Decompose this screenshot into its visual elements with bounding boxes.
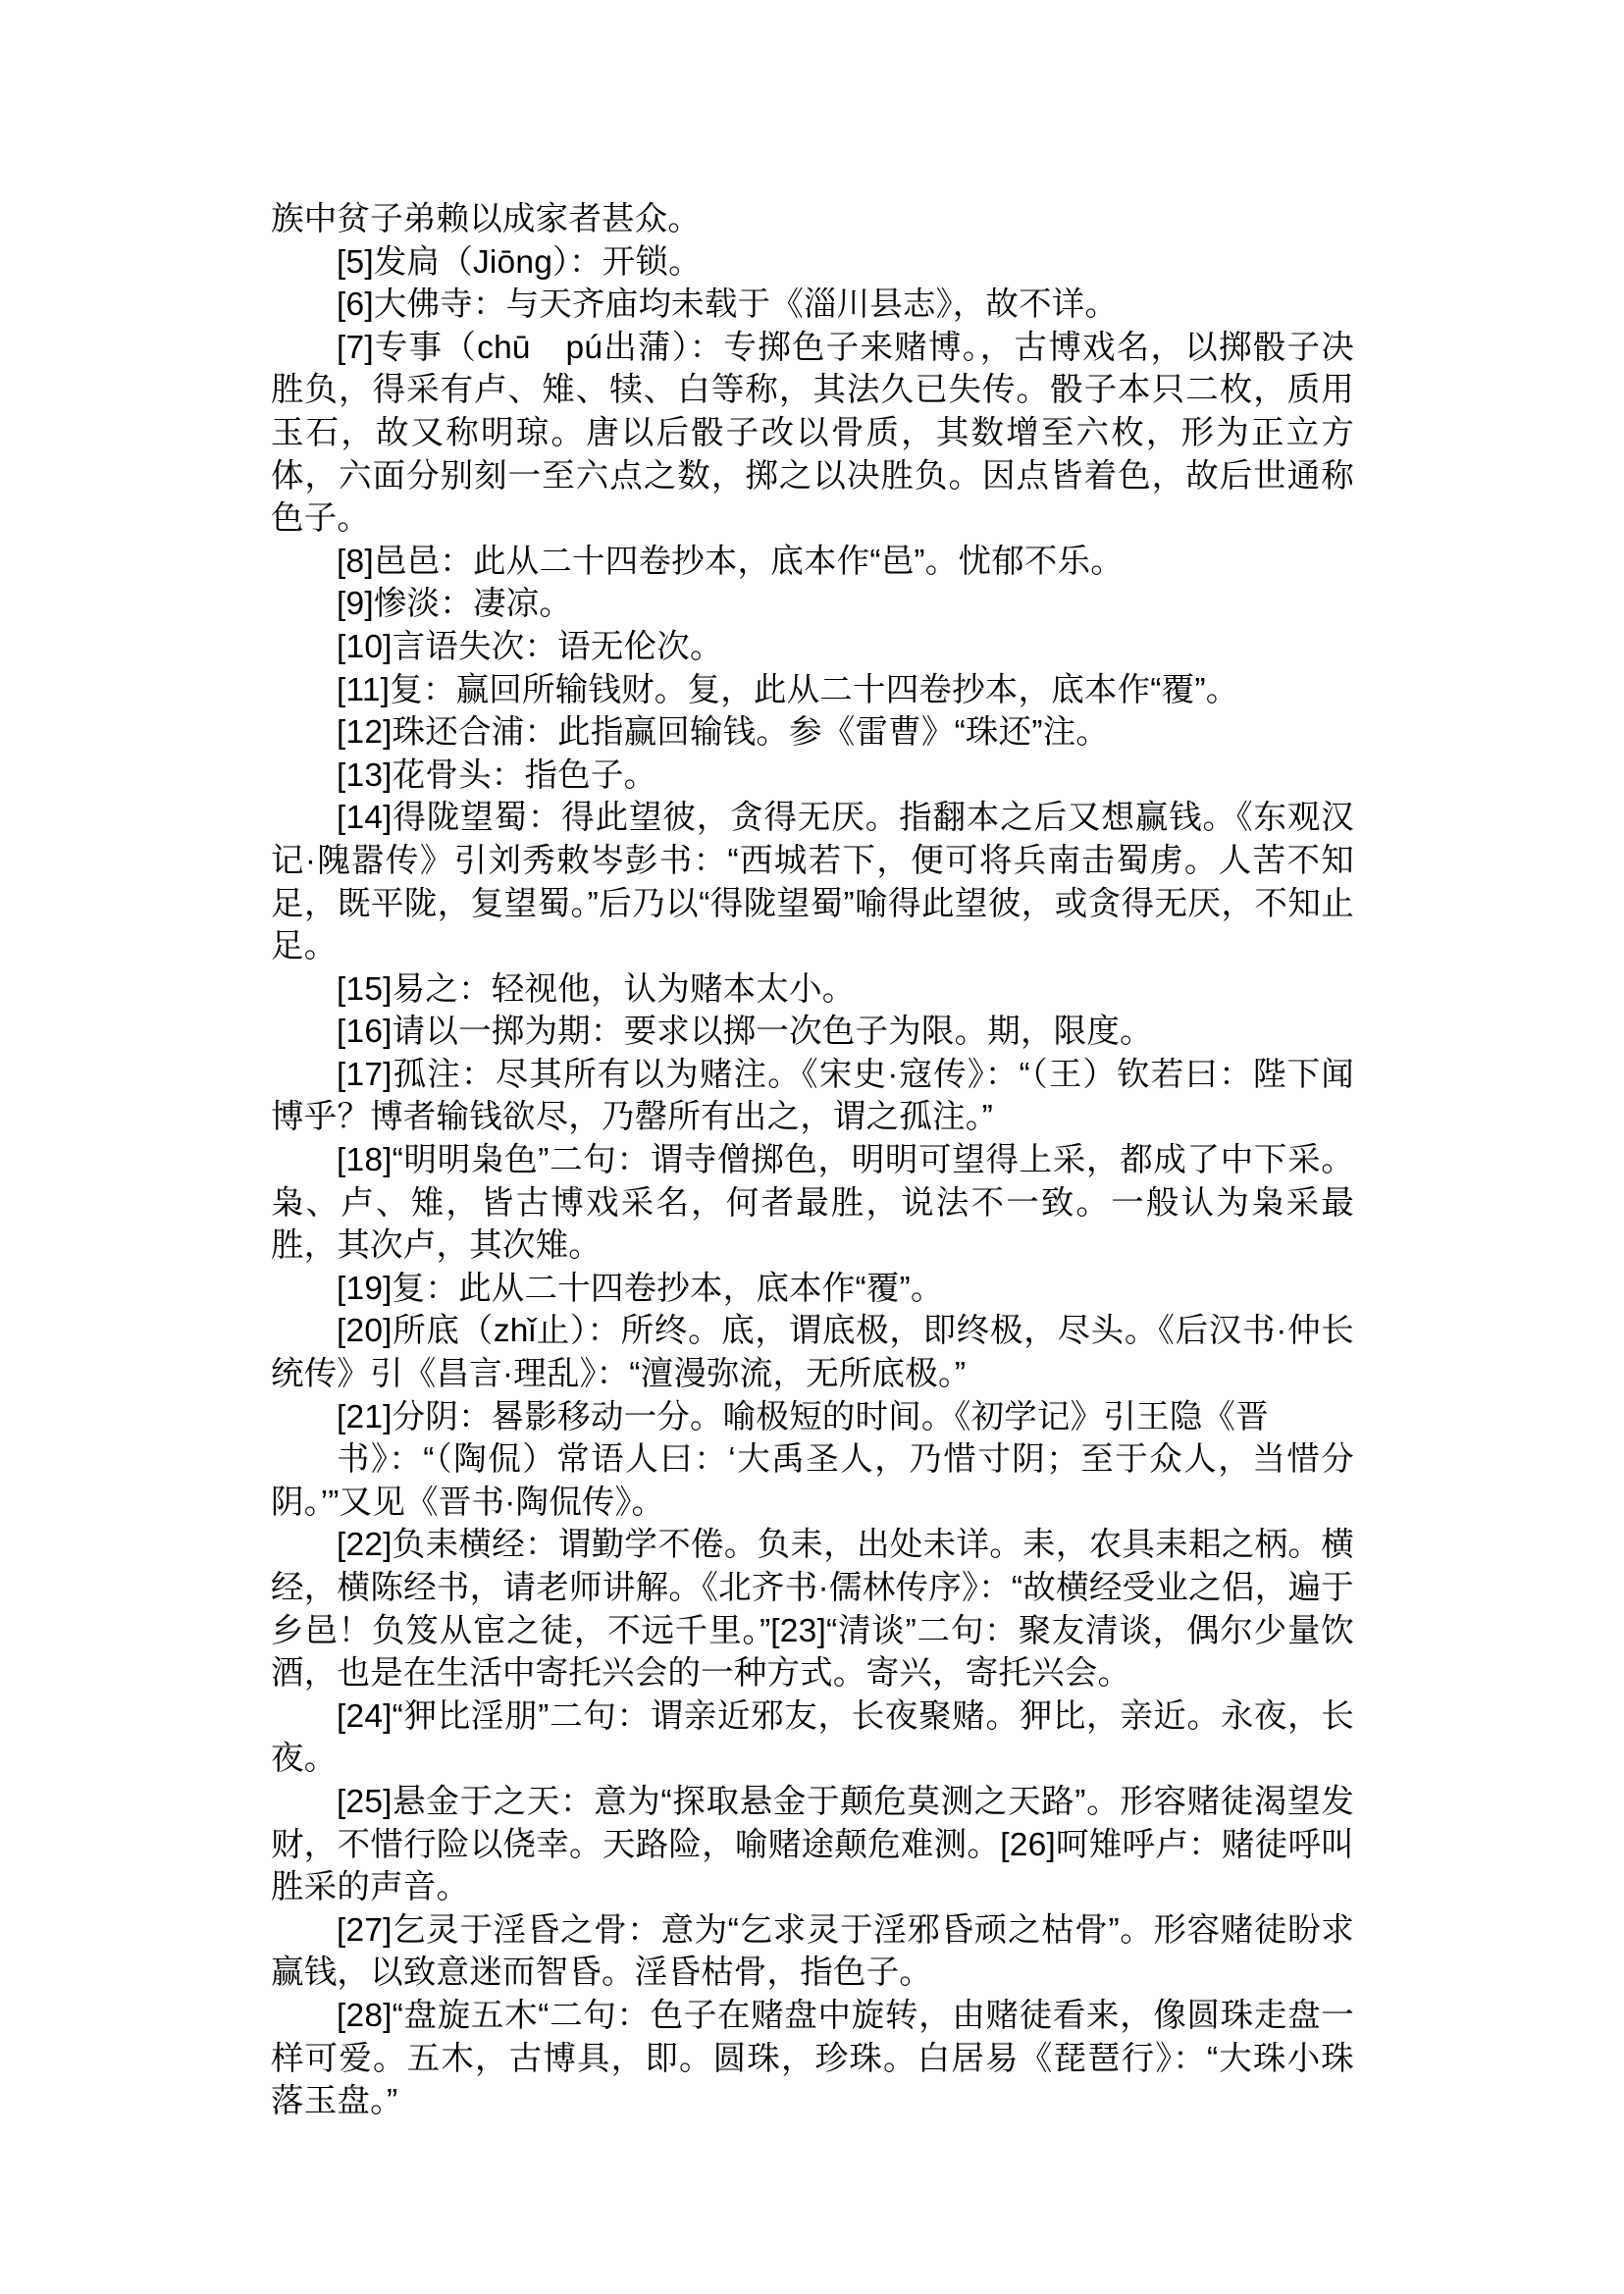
note-paragraph-note-8: [8]邑邑：此从二十四卷抄本，底本作“邑”。忧郁不乐。 bbox=[337, 543, 1124, 580]
note-paragraph-note-11: [11]复：赢回所输钱财。复，此从二十四卷抄本，底本作“覆”。 bbox=[337, 671, 1239, 708]
note-paragraph-note-22-23: [22]负耒横经：谓勤学不倦。负耒，出处未详。耒，农具耒耜之柄。横经，横陈经书，请老师讲解。《北齐书·儒林传序》：“故横经受业之侣，遍于乡邑！负笈从宦之徒，不远千里。”[23]“清谈”二句：聚友清谈，偶尔少量饮酒，也是在生活中寄托兴会的一种方式。寄兴，寄托兴会。 bbox=[271, 1527, 1354, 1693]
note-paragraph-note-14: [14]得陇望蜀：得此望彼，贪得无厌。指翻本之后又想赢钱。《东观汉记·隗嚣传》引刘秀敕岑彭书：“西城若下，便可将兵南击蜀虏。人苦不知足，既平陇，复望蜀。”后乃以“得陇望蜀”喻得此望彼，或贪得无厌，不知止足。 bbox=[271, 800, 1354, 965]
note-paragraph-note-9: [9]惨淡：凄凉。 bbox=[337, 586, 573, 623]
note-paragraph-note-21a: [21]分阴：晷影移动一分。喻极短的时间。《初学记》引王隐《晋 bbox=[337, 1398, 1269, 1435]
note-paragraph-note-16: [16]请以一掷为期：要求以掷一次色子为限。期，限度。 bbox=[337, 1014, 1153, 1051]
note-paragraph-note-19: [19]复：此从二十四卷抄本，底本作“覆”。 bbox=[337, 1270, 944, 1307]
note-paragraph-note-28: [28]“盘旋五木“二句：色子在赌盘中旋转，由赌徒看来，像圆珠走盘一样可爱。五木，古博具，即。圆珠，珍珠。白居易《琵琶行》：“大珠小珠落玉盘。” bbox=[271, 1997, 1354, 2120]
note-paragraph-note-17: [17]孤注：尽其所有以为赌注。《宋史·寇传》：“（王）钦若曰：陛下闻博乎？博者输钱欲尽，乃罄所有出之，谓之孤注。” bbox=[271, 1056, 1354, 1136]
note-paragraph-note-24: [24]“狎比淫朋”二句：谓亲近邪友，长夜聚赌。狎比，亲近。永夜，长夜。 bbox=[271, 1697, 1354, 1778]
note-paragraph-note-6: [6]大佛寺：与天齐庙均未载于《淄川县志》，故不详。 bbox=[337, 287, 1119, 324]
note-paragraph-note-27: [27]乞灵于淫昏之骨：意为“乞求灵于淫邪昏顽之枯骨”。形容赌徒盼求赢钱，以致意迷而智昏。淫昏枯骨，指色子。 bbox=[271, 1911, 1354, 1992]
note-paragraph-note-10: [10]言语失次：语无伦次。 bbox=[337, 628, 723, 665]
annotation-notes-text bbox=[271, 198, 1354, 2123]
note-paragraph-note-5: [5]发扃（Jiōng）：开锁。 bbox=[337, 243, 702, 281]
note-paragraph-note-7: [7]专事（chū pú出蒲）：专掷色子来赌博。，古博戏名，以掷骰子决胜负，得采有卢、雉、犊、白等称，其法久已失传。骰子本只二枚，质用玉石，故又称明琼。唐以后骰子改以骨质，其数增至六枚，形为正立方体，六面分别刻一至六点之数，掷之以决胜负。因点皆着色，故后世通称色子。 bbox=[271, 329, 1354, 538]
note-paragraph-note-18: [18]“明明枭色”二句：谓寺僧掷色，明明可望得上采，都成了中下采。枭、卢、雉，皆古博戏采名，何者最胜，说法不一致。一般认为枭采最胜，其次卢，其次雉。 bbox=[271, 1142, 1354, 1265]
note-paragraph-note-13: [13]花骨头：指色子。 bbox=[337, 756, 657, 794]
note-paragraph-note-12: [12]珠还合浦：此指赢回输钱。参《雷曹》“珠还”注。 bbox=[337, 714, 1110, 752]
note-paragraph-note-25-26: [25]悬金于之天：意为“探取悬金于颠危莫测之天路”。形容赌徒渴望发财，不惜行险以侥幸。天路险，喻赌途颠危难测。[26]呵雉呼卢：赌徒呼叫胜采的声音。 bbox=[271, 1783, 1354, 1906]
note-paragraph-note-20: [20]所底（zhǐ止）：所终。底，谓底极，即终极，尽头。《后汉书·仲长统传》引《昌言·理乱》：“澶漫弥流，无所底极。” bbox=[271, 1313, 1354, 1393]
note-paragraph-note-15: [15]易之：轻视他，认为赌本太小。 bbox=[337, 970, 856, 1008]
note-paragraph-continuation-top: 族中贫子弟赖以成家者甚众。 bbox=[271, 201, 702, 237]
note-paragraph-note-21b: 书》：“（陶侃）常语人曰：‘大禹圣人，乃惜寸阴；至于众人，当惜分阴。’”又见《晋书·陶侃传》。 bbox=[271, 1441, 1354, 1521]
